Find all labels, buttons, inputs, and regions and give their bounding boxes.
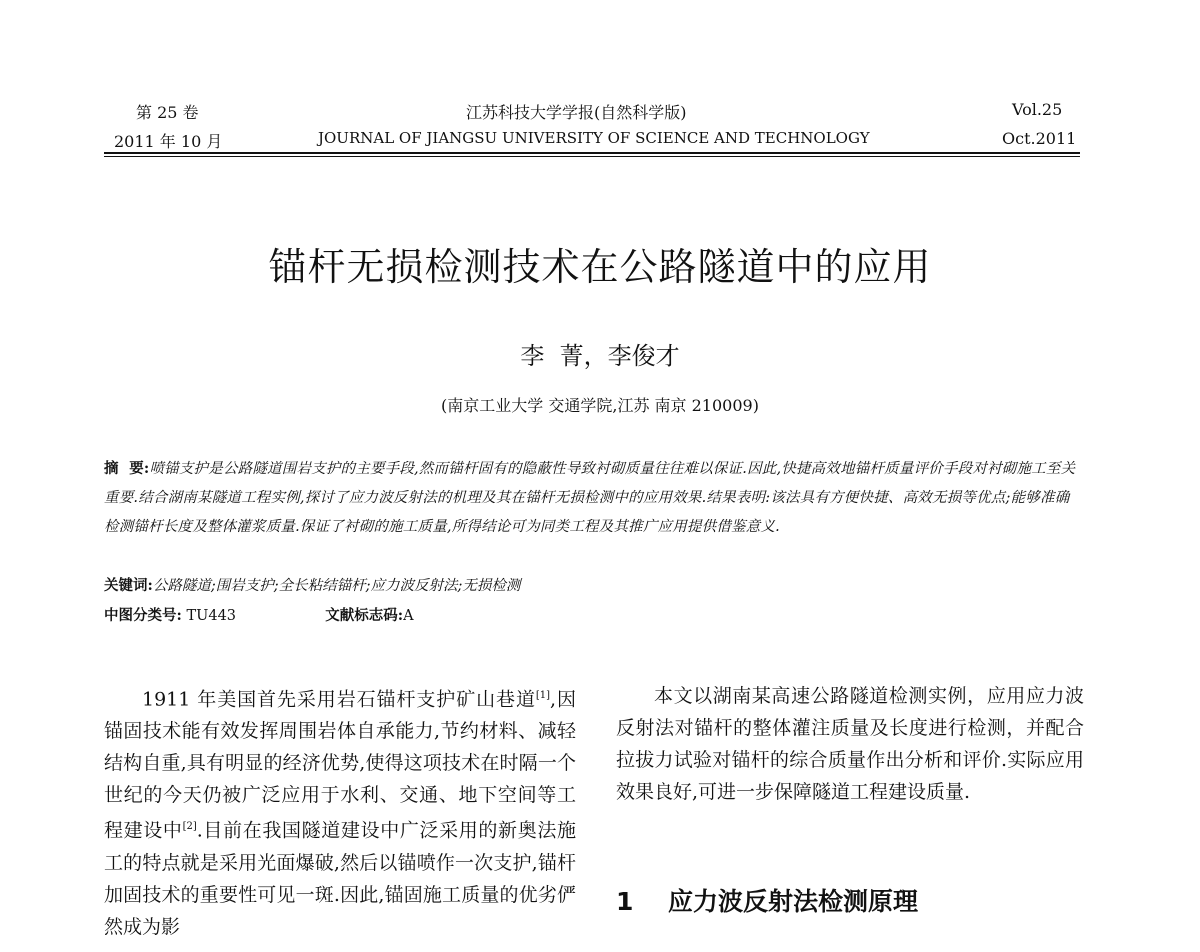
body-left-text-c: .目前在我国隧道建设中广泛采用的新奥法施工的特点就是采用光面爆破,然后以锚喷作一次支护,锚杆加固技术的重要性可见一斑.因此,锚固施工质量的优劣俨然成为影 [104, 819, 576, 938]
abstract [104, 454, 1080, 542]
classification [104, 604, 414, 625]
body-right-paragraph: 本文以湖南某高速公路隧道检测实例，应用应力波反射法对锚杆的整体灌注质量及长度进行检测，并配合拉拔力试验对锚杆的综合质量作出分析和评价.实际应用效果良好,可进一步保障隧道工程建设质量. [616, 685, 1084, 803]
abstract-label: 摘 要: [104, 460, 150, 477]
paper-authors: 李 菁，李俊才 [520, 342, 680, 370]
abstract-text: 喷锚支护是公路隧道围岩支护的主要手段,然而锚杆固有的隐蔽性导致衬砌质量往往难以保证.因此,快捷高效地锚杆质量评价手段对衬砌施工至关重要.结合湖南某隧道工程实例,探讨了应力波反射法的机理及其在锚杆无损检测中的应用效果.结果表明:该法具有方便快捷、高效无损等优点;能够准确检测锚杆长度及整体灌浆质量.保证了衬砌的施工质量,所得结论可为同类工程及其推广应用提供借鉴意义. [104, 461, 1076, 535]
keywords-label: 关键词: [104, 577, 153, 594]
citation-2[interactable]: [2] [182, 821, 197, 833]
section-title: 应力波反射法检测原理 [668, 887, 919, 916]
header-volume: 第 25 卷 [136, 103, 199, 122]
citation-1[interactable]: [1] [535, 690, 551, 701]
header-date-en: Oct.2011 [1002, 129, 1077, 148]
keywords [104, 574, 520, 595]
header-vol-en: Vol.25 [1012, 100, 1063, 119]
header-journal-cn: 江苏科技大学学报(自然科学版) [466, 103, 687, 122]
section-number: 1 [616, 887, 634, 916]
header-rule-thick [104, 152, 1080, 154]
body-left-text-b: ,因锚固技术能有效发挥周围岩体自承能力,节约材料、减轻结构自重,具有明显的经济优势,使得这项技术在时隔一个世纪的今天仍被广泛应用于水利、交通、地下空间等工程建设中 [104, 688, 576, 842]
section-heading [616, 882, 918, 918]
header-date: 2011 年 10 月 [114, 132, 223, 151]
classification-label: 中图分类号: [104, 607, 182, 624]
doc-code-value: A [403, 608, 414, 624]
paper-affiliation: (南京工业大学 交通学院,江苏 南京 210009) [441, 396, 759, 415]
doc-code-label: 文献标志码: [325, 607, 404, 624]
classification-value: TU443 [186, 608, 237, 624]
paper-title: 锚杆无损检测技术在公路隧道中的应用 [268, 245, 932, 289]
header-rule-thin [104, 156, 1080, 157]
keywords-text: 公路隧道;围岩支护;全长粘结锚杆;应力波反射法;无损检测 [152, 578, 521, 594]
body-left-text-a: 1911 年美国首先采用岩石锚杆支护矿山巷道 [142, 688, 536, 711]
header-journal-en: JOURNAL OF JIANGSU UNIVERSITY OF SCIENCE AND TECHNOLOGY [318, 129, 870, 147]
body-left-column [104, 680, 576, 943]
